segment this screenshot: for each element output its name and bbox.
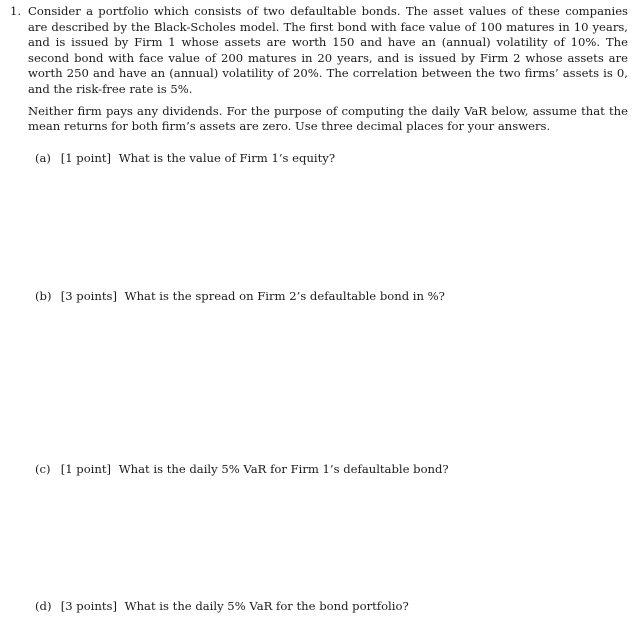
question-points: [3 points]	[60, 289, 117, 303]
question-text: What is the value of Firm 1’s equity?	[118, 151, 336, 165]
question-a	[35, 151, 335, 166]
question-text: What is the daily 5% VaR for the bond portfolio?	[124, 599, 409, 613]
problem-paragraph-1	[10, 4, 628, 98]
question-label: (b)	[35, 289, 52, 303]
problem-text-1: Consider a portfolio which consists of two defaultable bonds. The asset values of these companies are described by the Black-Scholes model. The first bond with face value of 100 matures in 10 years, and is issued by Firm 1 whose assets are worth 150 and have an (annual) volatility of 10%. The second bond with face value of 200 matures in 20 years, and is issued by Firm 2 whose assets are worth 250 and have an (annual) volatility of 20%. The correlation between the two firms’ assets is 0, and the risk-free rate is 5%.	[28, 4, 628, 96]
question-points: [1 point]	[60, 151, 112, 165]
question-b	[35, 289, 445, 304]
question-points: [3 points]	[60, 599, 117, 613]
problem-paragraph-2: Neither firm pays any dividends. For the purpose of computing the daily VaR below, assume that the mean returns for both firm’s assets are zero. Use three decimal places for your answers.	[28, 103, 628, 134]
problem-statement	[10, 4, 628, 135]
question-label: (a)	[35, 151, 51, 165]
question-c	[35, 462, 449, 477]
question-text: What is the spread on Firm 2’s defaultable bond in %?	[124, 289, 445, 303]
problem-number: 1.	[10, 4, 22, 18]
question-text: What is the daily 5% VaR for Firm 1’s defaultable bond?	[118, 462, 449, 476]
question-label: (d)	[35, 599, 52, 613]
question-label: (c)	[35, 462, 51, 476]
question-points: [1 point]	[60, 462, 112, 476]
question-d	[35, 599, 409, 614]
